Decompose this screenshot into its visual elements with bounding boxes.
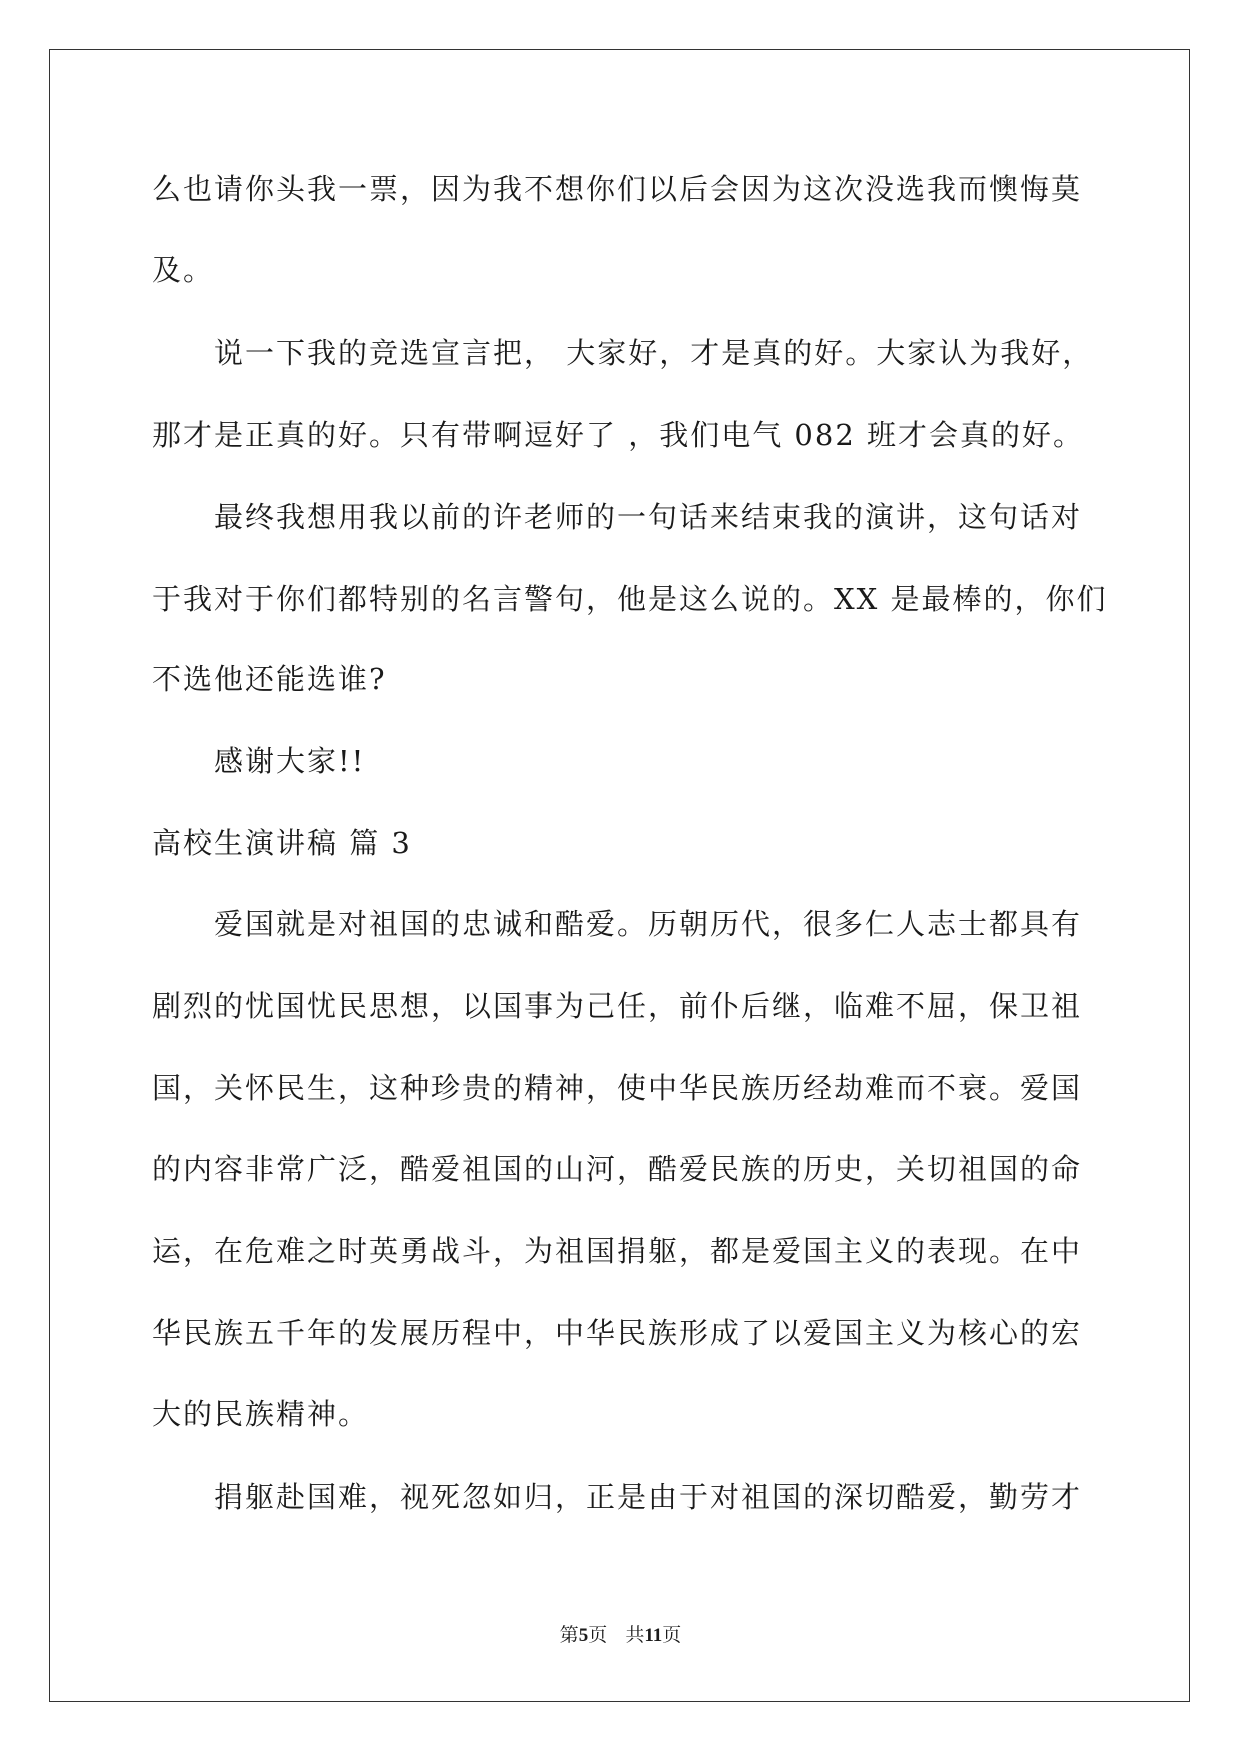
text-line: 感谢大家!!	[214, 744, 366, 778]
text-line: 爱国就是对祖国的忠诚和酷爱。历朝历代，很多仁人志士都具有	[214, 907, 1083, 941]
text-line: 不选他还能选谁?	[152, 662, 387, 696]
page-unit: 页	[588, 1624, 608, 1646]
text-line: 剧烈的忧国忧民思想，以国事为己任，前仆后继，临难不屈，保卫祖	[152, 989, 1083, 1023]
page-prefix: 第	[559, 1624, 579, 1646]
page-border	[49, 49, 1190, 1702]
page-number: 5	[578, 1625, 589, 1646]
section-heading: 高校生演讲稿 篇 3	[152, 826, 412, 860]
text-line: 运，在危难之时英勇战斗，为祖国捐躯，都是爱国主义的表现。在中	[152, 1234, 1083, 1268]
text-line: 大的民族精神。	[152, 1397, 370, 1431]
text-line: 么也请你头我一票，因为我不想你们以后会因为这次没选我而懊悔莫	[152, 172, 1083, 206]
page-total: 11	[644, 1625, 663, 1646]
text-line: 及。	[152, 253, 215, 287]
page-footer	[0, 1623, 1241, 1648]
text-line: 那才是正真的好。只有带啊逗好了 ，我们电气 082 班才会真的好。	[152, 418, 1085, 452]
text-line: 国，关怀民生，这种珍贵的精神，使中华民族历经劫难而不衰。爱国	[152, 1071, 1083, 1105]
text-line: 于我对于你们都特别的名言警句，他是这么说的。XX 是最棒的，你们	[152, 582, 1108, 616]
text-line: 的内容非常广泛，酷爱祖国的山河，酷爱民族的历史，关切祖国的命	[152, 1152, 1083, 1186]
text-line: 说一下我的竞选宣言把， 大家好，才是真的好。大家认为我好，	[214, 336, 1094, 370]
total-prefix: 共	[625, 1624, 645, 1646]
total-unit: 页	[662, 1624, 682, 1646]
text-line: 捐躯赴国难，视死忽如归，正是由于对祖国的深切酷爱，勤劳才	[214, 1480, 1083, 1514]
text-line: 最终我想用我以前的许老师的一句话来结束我的演讲，这句话对	[214, 500, 1083, 534]
text-line: 华民族五千年的发展历程中，中华民族形成了以爱国主义为核心的宏	[152, 1316, 1083, 1350]
